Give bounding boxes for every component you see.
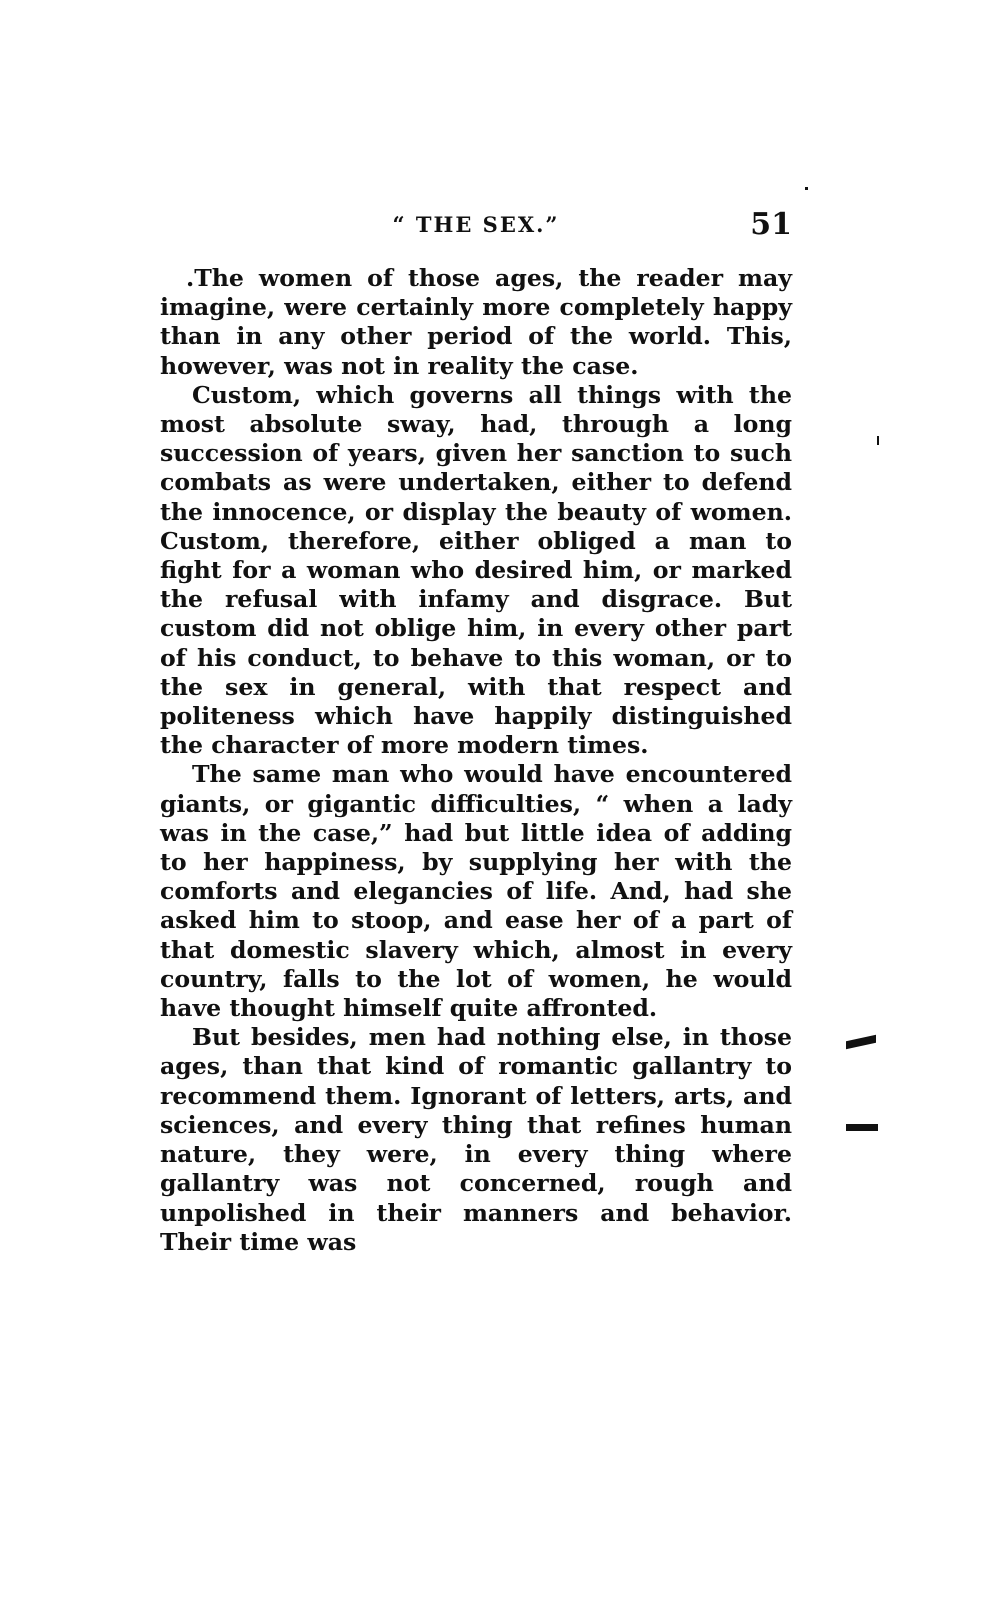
body-text [160,264,792,1257]
scan-artifact-mark [846,1124,878,1131]
paragraph: .The women of those ages, the reader may imagine, were certainly more completely happy than in any other period of the world. This, however, was not in reality the case. [160,264,792,380]
scan-artifact-mark [846,1035,876,1049]
page-number: 51 [750,207,792,242]
scan-speck [805,187,808,190]
paragraph: Custom, which governs all things with the most absolute sway, had, through a long succession of years, given her sanction to such combats as were undertaken, either to defend the innocence, or display the beauty of women. Custom, therefore, either obliged a man to fight for a woman who desired him, or marked the refusal with infamy and disgrace. But custom did not oblige him, in every other part of his conduct, to behave to this woman, or to the sex in general, with that respect and politeness which have happily distinguished the character of more modern times. [160,380,792,760]
paragraph: The same man who would have encountered giants, or gigantic difficulties, “ when a lady was in the case,” had but little idea of adding to her happiness, by supplying her with the comforts and elegancies of life. And, had she asked him to stoop, and ease her of a part of that domestic slavery which, almost in every country, falls to the lot of women, he would have thought himself quite affronted. [160,760,792,1023]
running-head [160,205,792,245]
running-title: “ THE SEX.” [392,212,560,237]
paragraph: But besides, men had nothing else, in those ages, than that kind of romantic gallantry to recommend them. Ignorant of letters, arts, and sciences, and every thing that refines human nature, they were, in every thing where gallantry was not concerned, rough and unpolished in their manners and behavior. Their time was [160,1023,792,1256]
scan-speck [877,436,879,445]
